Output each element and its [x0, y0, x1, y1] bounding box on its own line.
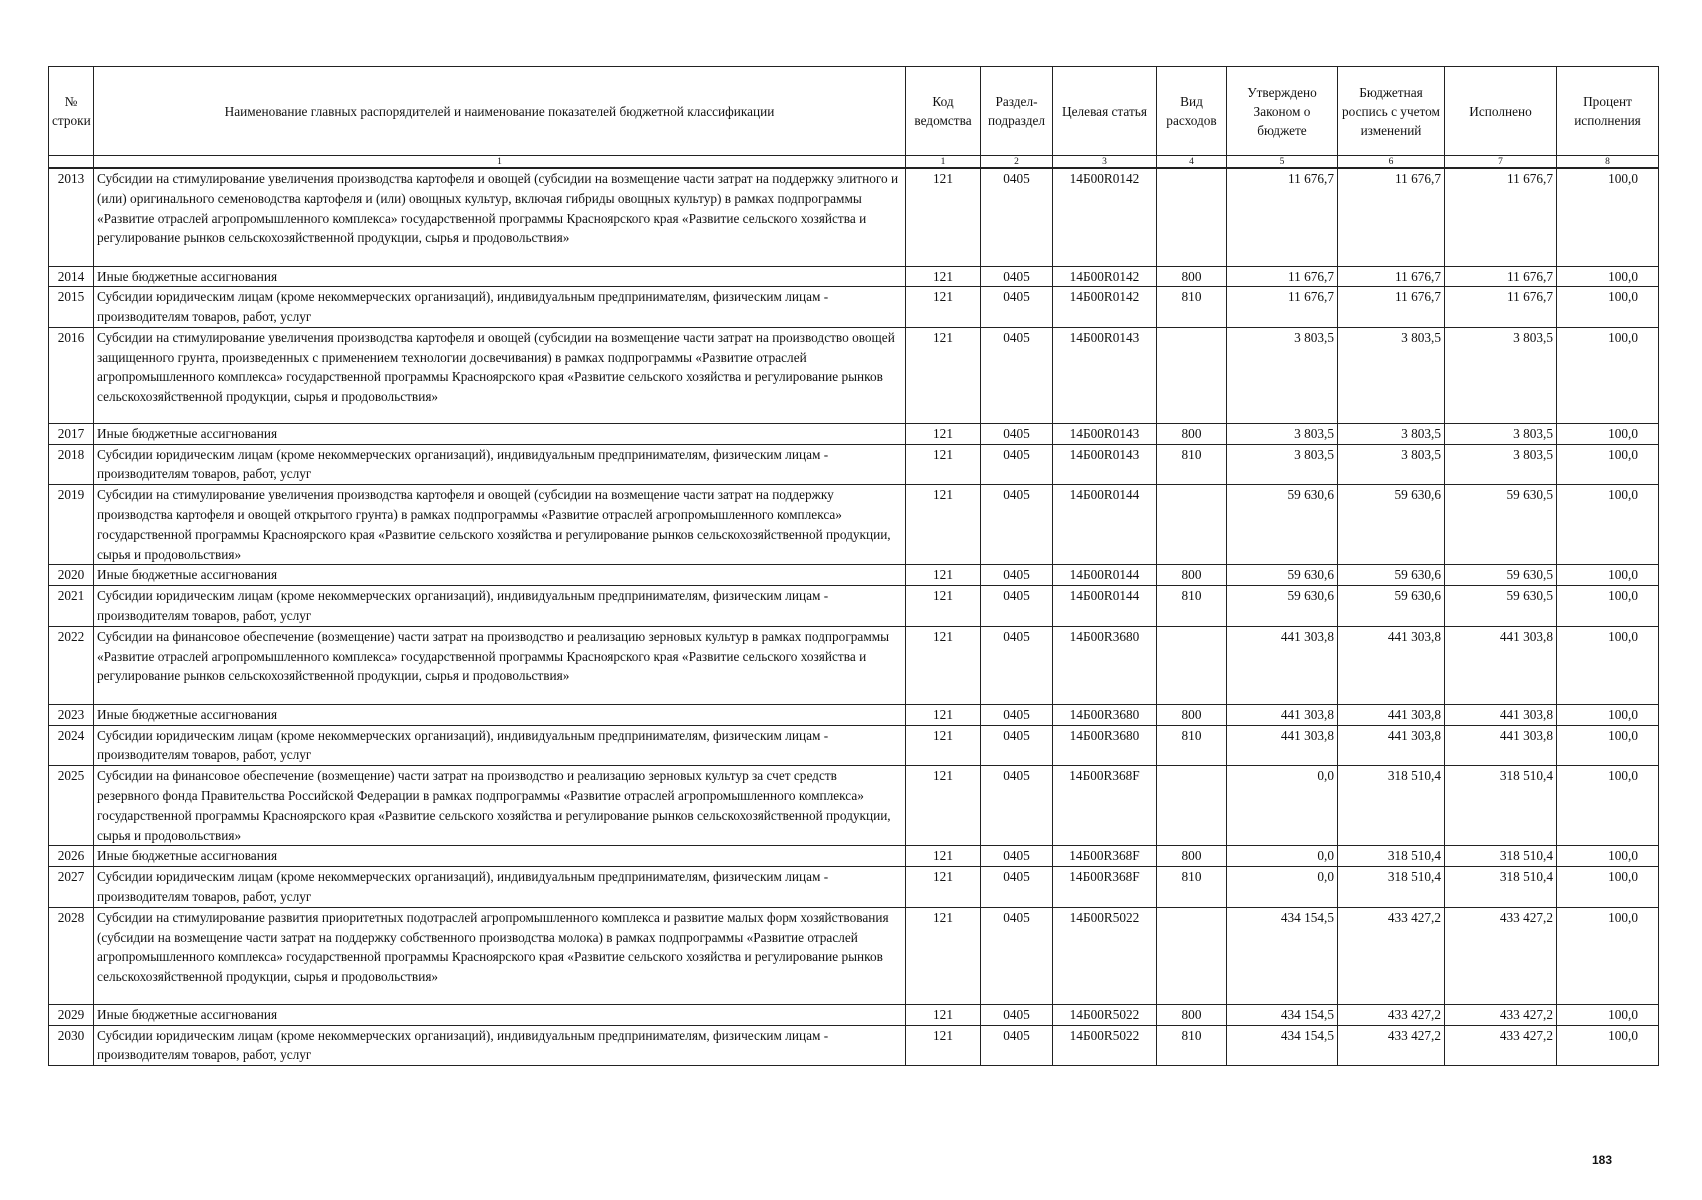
row-number: 2024 — [49, 725, 94, 766]
row-name: Иные бюджетные ассигнования — [94, 565, 906, 586]
row-percent: 100,0 — [1557, 846, 1659, 867]
row-name: Субсидии юридическим лицам (кроме некоммерческих организаций), индивидуальным предпринимателям, физическим лицам - производителям товаров, работ, услуг — [94, 287, 906, 328]
row-section: 0405 — [981, 704, 1053, 725]
row-budget: 3 803,5 — [1338, 444, 1445, 485]
row-percent: 100,0 — [1557, 287, 1659, 328]
row-dept-code: 121 — [906, 867, 981, 908]
row-number: 2014 — [49, 266, 94, 287]
table-row — [49, 626, 1659, 704]
row-executed: 3 803,5 — [1445, 444, 1557, 485]
row-budget: 3 803,5 — [1338, 327, 1445, 423]
table-row — [49, 565, 1659, 586]
row-approved: 434 154,5 — [1227, 1004, 1338, 1025]
row-approved: 11 676,7 — [1227, 168, 1338, 266]
row-executed: 441 303,8 — [1445, 704, 1557, 725]
row-name: Субсидии на стимулирование увеличения производства картофеля и овощей (субсидии на возмещение части затрат на поддержку элитного и (или) оригинального семеноводства картофеля и (или) овощных культур, включая гибриды овощных культур) в рамках подпрограммы «Развитие отраслей агропромышленного комплекса» государственной программы Красноярского края «Развитие сельского хозяйства и регулирование рынков сельскохозяйственной продукции, сырья и продовольствия» — [94, 168, 906, 266]
row-executed: 11 676,7 — [1445, 287, 1557, 328]
row-expense-type: 800 — [1157, 423, 1227, 444]
row-percent: 100,0 — [1557, 704, 1659, 725]
row-approved: 11 676,7 — [1227, 266, 1338, 287]
column-number-row — [49, 156, 1659, 169]
row-name: Субсидии на финансовое обеспечение (возмещение) части затрат на производство и реализацию зерновых культур в рамках подпрограммы «Развитие отраслей агропромышленного комплекса» государственной программы Красноярского края «Развитие сельского хозяйства и регулирование рынков сельскохозяйственной продукции, сырья и продовольствия» — [94, 626, 906, 704]
row-number: 2020 — [49, 565, 94, 586]
row-number: 2027 — [49, 867, 94, 908]
row-percent: 100,0 — [1557, 423, 1659, 444]
row-number: 2019 — [49, 485, 94, 565]
row-target: 14Б00R0143 — [1053, 423, 1157, 444]
row-dept-code: 121 — [906, 586, 981, 627]
row-budget: 441 303,8 — [1338, 725, 1445, 766]
row-percent: 100,0 — [1557, 485, 1659, 565]
row-budget: 11 676,7 — [1338, 266, 1445, 287]
row-target: 14Б00R0143 — [1053, 327, 1157, 423]
row-number: 2026 — [49, 846, 94, 867]
row-section: 0405 — [981, 766, 1053, 846]
header-budget: Бюджетная роспись с учетом изменений — [1338, 67, 1445, 156]
row-percent: 100,0 — [1557, 168, 1659, 266]
row-budget: 318 510,4 — [1338, 846, 1445, 867]
row-approved: 59 630,6 — [1227, 586, 1338, 627]
row-target: 14Б00R5022 — [1053, 1004, 1157, 1025]
column-number: 1 — [906, 156, 981, 169]
row-expense-type — [1157, 626, 1227, 704]
row-budget: 318 510,4 — [1338, 867, 1445, 908]
row-target: 14Б00R3680 — [1053, 725, 1157, 766]
row-name: Субсидии на стимулирование увеличения производства картофеля и овощей (субсидии на возмещение части затрат на поддержку производства картофеля и овощей открытого грунта) в рамках подпрограммы «Развитие отраслей агропромышленного комплекса» государственной программы Красноярского края «Развитие сельского хозяйства и регулирование рынков сельскохозяйственной продукции, сырья и продовольствия» — [94, 485, 906, 565]
row-percent: 100,0 — [1557, 626, 1659, 704]
row-dept-code: 121 — [906, 725, 981, 766]
header-percent: Процент исполнения — [1557, 67, 1659, 156]
row-expense-type: 810 — [1157, 867, 1227, 908]
budget-table — [48, 66, 1659, 1066]
row-expense-type: 810 — [1157, 1025, 1227, 1066]
row-executed: 318 510,4 — [1445, 766, 1557, 846]
row-budget: 441 303,8 — [1338, 704, 1445, 725]
row-approved: 3 803,5 — [1227, 444, 1338, 485]
table-row — [49, 168, 1659, 266]
row-section: 0405 — [981, 287, 1053, 328]
row-expense-type: 800 — [1157, 1004, 1227, 1025]
row-target: 14Б00R3680 — [1053, 626, 1157, 704]
row-section: 0405 — [981, 266, 1053, 287]
table-row — [49, 586, 1659, 627]
row-executed: 441 303,8 — [1445, 626, 1557, 704]
row-dept-code: 121 — [906, 327, 981, 423]
row-number: 2017 — [49, 423, 94, 444]
table-row — [49, 1004, 1659, 1025]
row-section: 0405 — [981, 867, 1053, 908]
row-section: 0405 — [981, 168, 1053, 266]
table-row — [49, 327, 1659, 423]
row-number: 2016 — [49, 327, 94, 423]
row-section: 0405 — [981, 444, 1053, 485]
row-section: 0405 — [981, 1004, 1053, 1025]
row-dept-code: 121 — [906, 266, 981, 287]
table-row — [49, 287, 1659, 328]
column-number: 4 — [1157, 156, 1227, 169]
header-executed: Исполнено — [1445, 67, 1557, 156]
row-approved: 59 630,6 — [1227, 485, 1338, 565]
row-name: Субсидии юридическим лицам (кроме некоммерческих организаций), индивидуальным предпринимателям, физическим лицам - производителям товаров, работ, услуг — [94, 725, 906, 766]
row-name: Субсидии на стимулирование увеличения производства картофеля и овощей (субсидии на возмещение части затрат на производство овощей защищенного грунта, произведенных с применением технологии досвечивания) в рамках подпрограммы «Развитие отраслей агропромышленного комплекса» государственной программы Красноярского края «Развитие сельского хозяйства и регулирование рынков сельскохозяйственной продукции, сырья и продовольствия» — [94, 327, 906, 423]
row-executed: 11 676,7 — [1445, 168, 1557, 266]
row-name: Субсидии на стимулирование развития приоритетных подотраслей агропромышленного комплекса и развитие малых форм хозяйствования (субсидии на возмещение части затрат на поддержку собственного производства молока) в рамках подпрограммы «Развитие отраслей агропромышленного комплекса» государственной программы Красноярского края «Развитие сельского хозяйства и регулирование рынков сельскохозяйственной продукции, сырья и продовольствия» — [94, 907, 906, 1004]
row-percent: 100,0 — [1557, 725, 1659, 766]
row-percent: 100,0 — [1557, 907, 1659, 1004]
row-executed: 59 630,5 — [1445, 586, 1557, 627]
row-expense-type — [1157, 907, 1227, 1004]
row-target: 14Б00R0142 — [1053, 287, 1157, 328]
row-dept-code: 121 — [906, 444, 981, 485]
row-section: 0405 — [981, 626, 1053, 704]
page-number: 183 — [1592, 1153, 1613, 1167]
table-row — [49, 485, 1659, 565]
row-approved: 441 303,8 — [1227, 626, 1338, 704]
row-budget: 59 630,6 — [1338, 586, 1445, 627]
row-percent: 100,0 — [1557, 766, 1659, 846]
column-number: 2 — [981, 156, 1053, 169]
row-budget: 433 427,2 — [1338, 1025, 1445, 1066]
row-target: 14Б00R368F — [1053, 867, 1157, 908]
row-expense-type: 800 — [1157, 704, 1227, 725]
row-number: 2023 — [49, 704, 94, 725]
row-percent: 100,0 — [1557, 867, 1659, 908]
table-row — [49, 704, 1659, 725]
row-target: 14Б00R368F — [1053, 846, 1157, 867]
row-budget: 318 510,4 — [1338, 766, 1445, 846]
row-expense-type — [1157, 327, 1227, 423]
table-body — [49, 168, 1659, 1066]
table-row — [49, 766, 1659, 846]
table-header — [49, 67, 1659, 169]
row-name: Субсидии юридическим лицам (кроме некоммерческих организаций), индивидуальным предпринимателям, физическим лицам - производителям товаров, работ, услуг — [94, 867, 906, 908]
row-name: Субсидии юридическим лицам (кроме некоммерческих организаций), индивидуальным предпринимателям, физическим лицам - производителям товаров, работ, услуг — [94, 444, 906, 485]
row-approved: 3 803,5 — [1227, 327, 1338, 423]
row-approved: 0,0 — [1227, 766, 1338, 846]
header-type: Вид расходов — [1157, 67, 1227, 156]
row-target: 14Б00R0142 — [1053, 168, 1157, 266]
header-target: Целевая статья — [1053, 67, 1157, 156]
row-approved: 0,0 — [1227, 867, 1338, 908]
row-executed: 11 676,7 — [1445, 266, 1557, 287]
row-percent: 100,0 — [1557, 327, 1659, 423]
row-expense-type: 800 — [1157, 266, 1227, 287]
row-section: 0405 — [981, 327, 1053, 423]
row-dept-code: 121 — [906, 704, 981, 725]
header-name: Наименование главных распорядителей и наименование показателей бюджетной классификации — [94, 67, 906, 156]
row-target: 14Б00R0144 — [1053, 565, 1157, 586]
row-executed: 3 803,5 — [1445, 327, 1557, 423]
row-number: 2013 — [49, 168, 94, 266]
row-budget: 11 676,7 — [1338, 287, 1445, 328]
column-number: 5 — [1227, 156, 1338, 169]
row-dept-code: 121 — [906, 626, 981, 704]
row-section: 0405 — [981, 907, 1053, 1004]
row-name: Иные бюджетные ассигнования — [94, 846, 906, 867]
row-section: 0405 — [981, 485, 1053, 565]
row-budget: 59 630,6 — [1338, 565, 1445, 586]
row-expense-type: 810 — [1157, 725, 1227, 766]
row-name: Субсидии юридическим лицам (кроме некоммерческих организаций), индивидуальным предпринимателям, физическим лицам - производителям товаров, работ, услуг — [94, 586, 906, 627]
row-number: 2015 — [49, 287, 94, 328]
row-name: Иные бюджетные ассигнования — [94, 266, 906, 287]
row-approved: 3 803,5 — [1227, 423, 1338, 444]
row-dept-code: 121 — [906, 1025, 981, 1066]
row-executed: 433 427,2 — [1445, 907, 1557, 1004]
column-number — [49, 156, 94, 169]
row-section: 0405 — [981, 1025, 1053, 1066]
table-row — [49, 1025, 1659, 1066]
table-row — [49, 423, 1659, 444]
row-number: 2028 — [49, 907, 94, 1004]
row-percent: 100,0 — [1557, 565, 1659, 586]
row-executed: 318 510,4 — [1445, 867, 1557, 908]
row-target: 14Б00R5022 — [1053, 1025, 1157, 1066]
row-executed: 3 803,5 — [1445, 423, 1557, 444]
row-executed: 59 630,5 — [1445, 485, 1557, 565]
row-section: 0405 — [981, 846, 1053, 867]
row-budget: 441 303,8 — [1338, 626, 1445, 704]
column-number: 7 — [1445, 156, 1557, 169]
row-percent: 100,0 — [1557, 444, 1659, 485]
row-dept-code: 121 — [906, 1004, 981, 1025]
table-row — [49, 725, 1659, 766]
row-executed: 433 427,2 — [1445, 1004, 1557, 1025]
row-dept-code: 121 — [906, 423, 981, 444]
row-dept-code: 121 — [906, 565, 981, 586]
row-target: 14Б00R0142 — [1053, 266, 1157, 287]
table-row — [49, 846, 1659, 867]
row-dept-code: 121 — [906, 287, 981, 328]
row-target: 14Б00R3680 — [1053, 704, 1157, 725]
column-number: 3 — [1053, 156, 1157, 169]
row-executed: 433 427,2 — [1445, 1025, 1557, 1066]
row-expense-type — [1157, 168, 1227, 266]
row-approved: 434 154,5 — [1227, 1025, 1338, 1066]
row-expense-type: 810 — [1157, 287, 1227, 328]
table-row — [49, 907, 1659, 1004]
row-number: 2029 — [49, 1004, 94, 1025]
row-section: 0405 — [981, 725, 1053, 766]
row-target: 14Б00R0144 — [1053, 485, 1157, 565]
row-budget: 433 427,2 — [1338, 1004, 1445, 1025]
row-expense-type: 800 — [1157, 565, 1227, 586]
row-budget: 433 427,2 — [1338, 907, 1445, 1004]
row-number: 2018 — [49, 444, 94, 485]
row-name: Субсидии на финансовое обеспечение (возмещение) части затрат на производство и реализацию зерновых культур за счет средств резервного фонда Правительства Российской Федерации в рамках подпрограммы «Развитие отраслей агропромышленного комплекса» государственной программы Красноярского края «Развитие сельского хозяйства и регулирование рынков сельскохозяйственной продукции, сырья и продовольствия» — [94, 766, 906, 846]
header-section: Раздел-подраздел — [981, 67, 1053, 156]
row-budget: 3 803,5 — [1338, 423, 1445, 444]
row-name: Субсидии юридическим лицам (кроме некоммерческих организаций), индивидуальным предпринимателям, физическим лицам - производителям товаров, работ, услуг — [94, 1025, 906, 1066]
row-approved: 441 303,8 — [1227, 704, 1338, 725]
row-number: 2022 — [49, 626, 94, 704]
header-row-no: № строки — [49, 67, 94, 156]
table-row — [49, 266, 1659, 287]
row-budget: 11 676,7 — [1338, 168, 1445, 266]
row-percent: 100,0 — [1557, 586, 1659, 627]
row-name: Иные бюджетные ассигнования — [94, 704, 906, 725]
row-executed: 441 303,8 — [1445, 725, 1557, 766]
row-dept-code: 121 — [906, 907, 981, 1004]
row-section: 0405 — [981, 423, 1053, 444]
row-expense-type: 810 — [1157, 586, 1227, 627]
row-number: 2030 — [49, 1025, 94, 1066]
row-target: 14Б00R0143 — [1053, 444, 1157, 485]
column-number: 1 — [94, 156, 906, 169]
header-approved: Утверждено Законом о бюджете — [1227, 67, 1338, 156]
row-approved: 11 676,7 — [1227, 287, 1338, 328]
row-approved: 441 303,8 — [1227, 725, 1338, 766]
row-section: 0405 — [981, 586, 1053, 627]
row-section: 0405 — [981, 565, 1053, 586]
row-approved: 0,0 — [1227, 846, 1338, 867]
row-dept-code: 121 — [906, 485, 981, 565]
row-target: 14Б00R0144 — [1053, 586, 1157, 627]
row-number: 2025 — [49, 766, 94, 846]
row-budget: 59 630,6 — [1338, 485, 1445, 565]
row-expense-type — [1157, 485, 1227, 565]
row-target: 14Б00R5022 — [1053, 907, 1157, 1004]
row-expense-type: 800 — [1157, 846, 1227, 867]
column-number: 6 — [1338, 156, 1445, 169]
header-dept: Код ведомства — [906, 67, 981, 156]
column-number: 8 — [1557, 156, 1659, 169]
table-row — [49, 444, 1659, 485]
row-approved: 434 154,5 — [1227, 907, 1338, 1004]
row-dept-code: 121 — [906, 168, 981, 266]
row-target: 14Б00R368F — [1053, 766, 1157, 846]
row-percent: 100,0 — [1557, 1004, 1659, 1025]
row-number: 2021 — [49, 586, 94, 627]
row-name: Иные бюджетные ассигнования — [94, 1004, 906, 1025]
row-executed: 318 510,4 — [1445, 846, 1557, 867]
row-percent: 100,0 — [1557, 266, 1659, 287]
header-row — [49, 67, 1659, 156]
row-percent: 100,0 — [1557, 1025, 1659, 1066]
row-expense-type: 810 — [1157, 444, 1227, 485]
row-name: Иные бюджетные ассигнования — [94, 423, 906, 444]
row-executed: 59 630,5 — [1445, 565, 1557, 586]
row-dept-code: 121 — [906, 846, 981, 867]
row-approved: 59 630,6 — [1227, 565, 1338, 586]
table-row — [49, 867, 1659, 908]
row-expense-type — [1157, 766, 1227, 846]
row-dept-code: 121 — [906, 766, 981, 846]
